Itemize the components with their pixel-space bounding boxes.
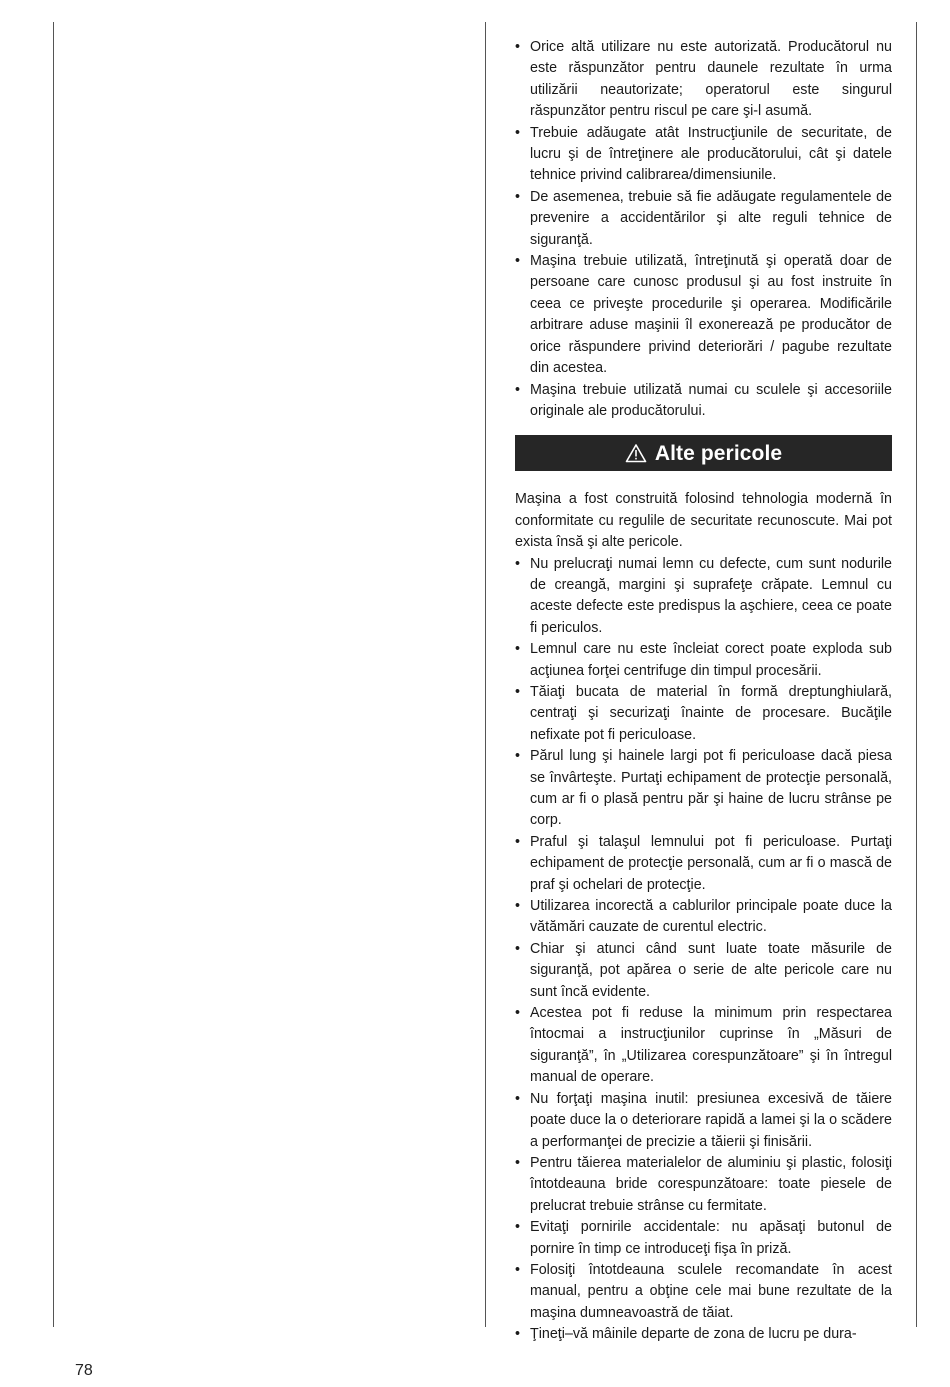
list-item: • Ţineţi–vă mâinile departe de zona de lucru pe dura- <box>515 1324 892 1345</box>
right-column-rule <box>916 22 917 1327</box>
left-column-rule <box>53 22 54 1327</box>
list-item: • Părul lung şi hainele largi pot fi periculoase dacă piesa se învârteşte. Purtaţi echipament de protecţie personală, cum ar fi o plasă pentru păr şi haine de lucru strânse pe corp. <box>515 746 892 832</box>
list-item: • Lemnul care nu este încleiat corect poate exploda sub acţiunea forţei centrifuge din timpul procesării. <box>515 639 892 682</box>
list-item: • Praful şi talaşul lemnului pot fi periculoase. Purtaţi echipament de protecţie personală, cum ar fi o mască de praf şi ochelari de protecţie. <box>515 832 892 896</box>
list-item: • Maşina trebuie utilizată numai cu sculele şi accesoriile originale ale producătorului. <box>515 380 892 423</box>
warning-triangle-icon <box>625 443 647 463</box>
list-item: • Acestea pot fi reduse la minimum prin respectarea întocmai a instrucţiunilor cuprinse în „Măsuri de siguranţă”, în „Utilizarea corespunzătoare” şi în întregul manual de operare. <box>515 1003 892 1089</box>
list-item: • Chiar şi atunci când sunt luate toate măsurile de siguranţă, pot apărea o serie de alte pericole care nu sunt încă evidente. <box>515 939 892 1003</box>
hazard-bullet-list <box>515 554 892 1346</box>
usage-bullet-list <box>515 37 892 422</box>
list-item: • Pentru tăierea materialelor de aluminiu şi plastic, folosiţi întotdeauna bride corespunzătoare: toate piesele de prelucrat trebuie strânse cu fermitate. <box>515 1153 892 1217</box>
section-intro: Maşina a fost construită folosind tehnologia modernă în conformitate cu regulile de securitate recunoscute. Mai pot exista însă şi alte pericole. <box>515 491 892 551</box>
list-item: • De asemenea, trebuie să fie adăugate regulamentele de prevenire a accidentărilor şi alte reguli tehnice de siguranţă. <box>515 187 892 251</box>
list-item: • Orice altă utilizare nu este autorizată. Producătorul nu este răspunzător pentru daunele rezultate în urma utilizării neautorizate; operatorul este singurul răspunzător pentru riscul pe care şi-l asumă. <box>515 37 892 123</box>
section-heading-banner <box>515 435 892 471</box>
page-number: 78 <box>75 1362 93 1379</box>
section-title: Alte pericole <box>654 441 783 465</box>
list-item: • Evitaţi pornirile accidentale: nu apăsaţi butonul de pornire în timp ce introduceţi fişa în priză. <box>515 1217 892 1260</box>
list-item: • Nu prelucraţi numai lemn cu defecte, cum sunt nodurile de creangă, margini şi suprafeţe crăpate. Lemnul cu aceste defecte este predispus la aşchiere, ceea ce poate fi periculos. <box>515 554 892 640</box>
list-item: • Maşina trebuie utilizată, întreţinută şi operată doar de persoane care cunosc produsul şi au fost instruite în ceea ce priveşte procedurile şi operarea. Modificările arbitrare aduse maşinii îl exonerează pe producător de orice răspundere privind deteriorări / pagube rezultate din acestea. <box>515 251 892 379</box>
list-item: • Utilizarea incorectă a cablurilor principale poate duce la vătămări cauzate de curentul electric. <box>515 896 892 939</box>
right-text-column <box>515 37 892 1346</box>
list-item: • Folosiţi întotdeauna sculele recomandate în acest manual, pentru a obţine cele mai bune rezultate de la maşina dumneavoastră de tăiat. <box>515 1260 892 1324</box>
list-item: • Trebuie adăugate atât Instrucţiunile de securitate, de lucru şi de întreţinere ale producătorului, cât şi datele tehnice privind calibrarea/dimensiunile. <box>515 123 892 187</box>
list-item: • Tăiaţi bucata de material în formă dreptunghiulară, centraţi şi securizaţi înainte de procesare. Bucăţile nefixate pot fi periculoase. <box>515 682 892 746</box>
middle-column-rule <box>485 22 486 1327</box>
list-item: • Nu forţaţi maşina inutil: presiunea excesivă de tăiere poate duce la o deteriorare rapidă a lamei şi la o scădere a performanţei de precizie a tăierii şi finisării. <box>515 1089 892 1153</box>
